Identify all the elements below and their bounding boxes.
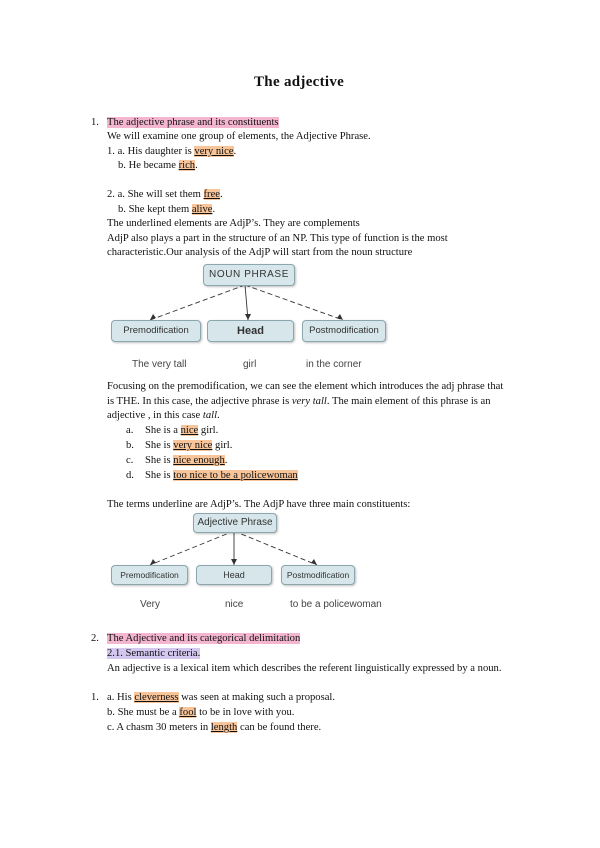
tree2-postmodification-box: Postmodification [281, 565, 355, 585]
tree1-premodification-box: Premodification [111, 320, 201, 342]
tree1-word-premod: The very tall [132, 359, 187, 370]
example-1b-pre: b. He became [118, 160, 179, 171]
section-2-example-b-post: to be in love with you. [196, 707, 295, 718]
focus-item-d-pre: She is [145, 470, 174, 481]
section-2-heading [107, 632, 300, 647]
section-2-example-b-word: fool [179, 707, 197, 718]
section-2-example-b [107, 706, 294, 721]
focus-item-b-label: b. [126, 440, 134, 451]
section-2-example-number: 1. [91, 692, 99, 703]
section-2-example-c [107, 721, 321, 736]
underlined-note: The underlined elements are AdjP’s. They are complements [107, 218, 360, 229]
example-1a-post: . [233, 146, 237, 157]
tree1-head-box: Head [207, 320, 294, 342]
example-2a-pre: 2. a. She will set them [107, 189, 204, 200]
tree2-premodification-box: Premodification [111, 565, 188, 585]
focus-line-2 [107, 395, 491, 410]
tree1-word-head: girl [243, 359, 257, 370]
focus-line-3-pre: adjective , in this case [107, 410, 203, 421]
tree1-branch-left [150, 285, 245, 320]
section-1-heading-text: The adjective phrase and its constituents [107, 117, 279, 128]
section-2-example-a [107, 691, 335, 706]
tree2-root-adjective-phrase: Adjective Phrase [193, 513, 277, 533]
tree2-head-box: Head [196, 565, 272, 585]
tree1-root-noun-phrase: NOUN PHRASE [203, 264, 295, 286]
focus-item-d-label: d. [126, 470, 134, 481]
focus-item-c-adjp: nice enough [173, 455, 225, 466]
focus-item-a [145, 424, 218, 439]
tree2-branch-right [234, 531, 317, 565]
tree1-word-postmod: in the corner [306, 359, 362, 370]
focus-item-c-post: . [224, 455, 228, 466]
example-1a-adjp: very nice [194, 146, 234, 157]
section-2-example-b-pre: b. She must be a [107, 707, 180, 718]
section-2-example-a-word: cleverness [134, 692, 179, 703]
focus-item-a-post: girl. [198, 425, 219, 436]
focus-item-c [145, 454, 227, 469]
example-2b-pre: b. She kept them [118, 204, 192, 215]
focus-item-c-label: c. [126, 455, 134, 466]
focus-line-3 [107, 409, 220, 424]
adjective-definition: An adjective is a lexical item which describes the referent linguistically expressed by a noun. [107, 663, 502, 674]
section-2-heading-text: The Adjective and its categorical delimitation [107, 633, 301, 644]
focus-item-b [145, 439, 232, 454]
example-2a-adjp: free [203, 189, 220, 200]
page-title: The adjective [254, 74, 345, 90]
tree2-word-postmod: to be a policewoman [290, 599, 382, 610]
focus-item-a-adjp: nice [180, 425, 199, 436]
tree2-branch-left [150, 531, 234, 565]
focus-item-b-post: girl. [212, 440, 233, 451]
focus-item-a-pre: She is a [145, 425, 181, 436]
example-2a-post: . [219, 189, 223, 200]
tree1-postmodification-box: Postmodification [302, 320, 386, 342]
tree2-word-premod: Very [140, 599, 161, 610]
terms-line: The terms underline are AdjP’s. The AdjP have three main constituents: [107, 499, 411, 510]
section-1-number: 1. [91, 117, 99, 128]
section-2-example-a-post: was seen at making such a proposal. [178, 692, 336, 703]
tree2-word-head: nice [225, 599, 244, 610]
section-1-intro: We will examine one group of elements, the Adjective Phrase. [107, 131, 371, 142]
focus-line-2-pre: is THE. In this case, the adjective phrase is [107, 396, 292, 407]
focus-item-c-pre: She is [145, 455, 174, 466]
section-2-example-a-pre: a. His [107, 692, 135, 703]
section-2-example-c-post: can be found there. [237, 722, 322, 733]
focus-item-a-label: a. [126, 425, 134, 436]
example-2b-post: . [212, 204, 216, 215]
section-2-example-c-pre: c. A chasm 30 meters in [107, 722, 211, 733]
section-2-1-heading-text: 2.1. Semantic criteria. [107, 648, 201, 659]
focus-line-3-italic: tall [202, 410, 218, 421]
example-2b-adjp: alive [191, 204, 213, 215]
focus-item-b-pre: She is [145, 440, 174, 451]
tree1-branch-right [245, 285, 343, 320]
focus-item-b-adjp: very nice [173, 440, 213, 451]
example-1b-post: . [195, 160, 198, 171]
section-2-1-heading [107, 647, 200, 662]
adjp-np-line-2: characteristic.Our analysis of the AdjP will start from the noun structure [107, 247, 413, 258]
adjp-np-line-1: AdjP also plays a part in the structure of an NP. This type of function is the most [107, 233, 448, 244]
example-1b-adjp: rich [178, 160, 196, 171]
focus-item-d [145, 469, 298, 484]
example-1a-pre: 1. a. His daughter is [107, 146, 195, 157]
focus-line-2-post: . The main element of this phrase is an [326, 396, 491, 407]
section-2-number: 2. [91, 633, 99, 644]
section-2-example-c-word: length [210, 722, 238, 733]
focus-line-3-post: . [217, 410, 220, 421]
focus-item-d-adjp: too nice to be a policewoman [173, 470, 298, 481]
focus-line-1: Focusing on the premodification, we can see the element which introduces the adj phrase that [107, 381, 504, 392]
focus-line-2-italic: very tall [291, 396, 327, 407]
